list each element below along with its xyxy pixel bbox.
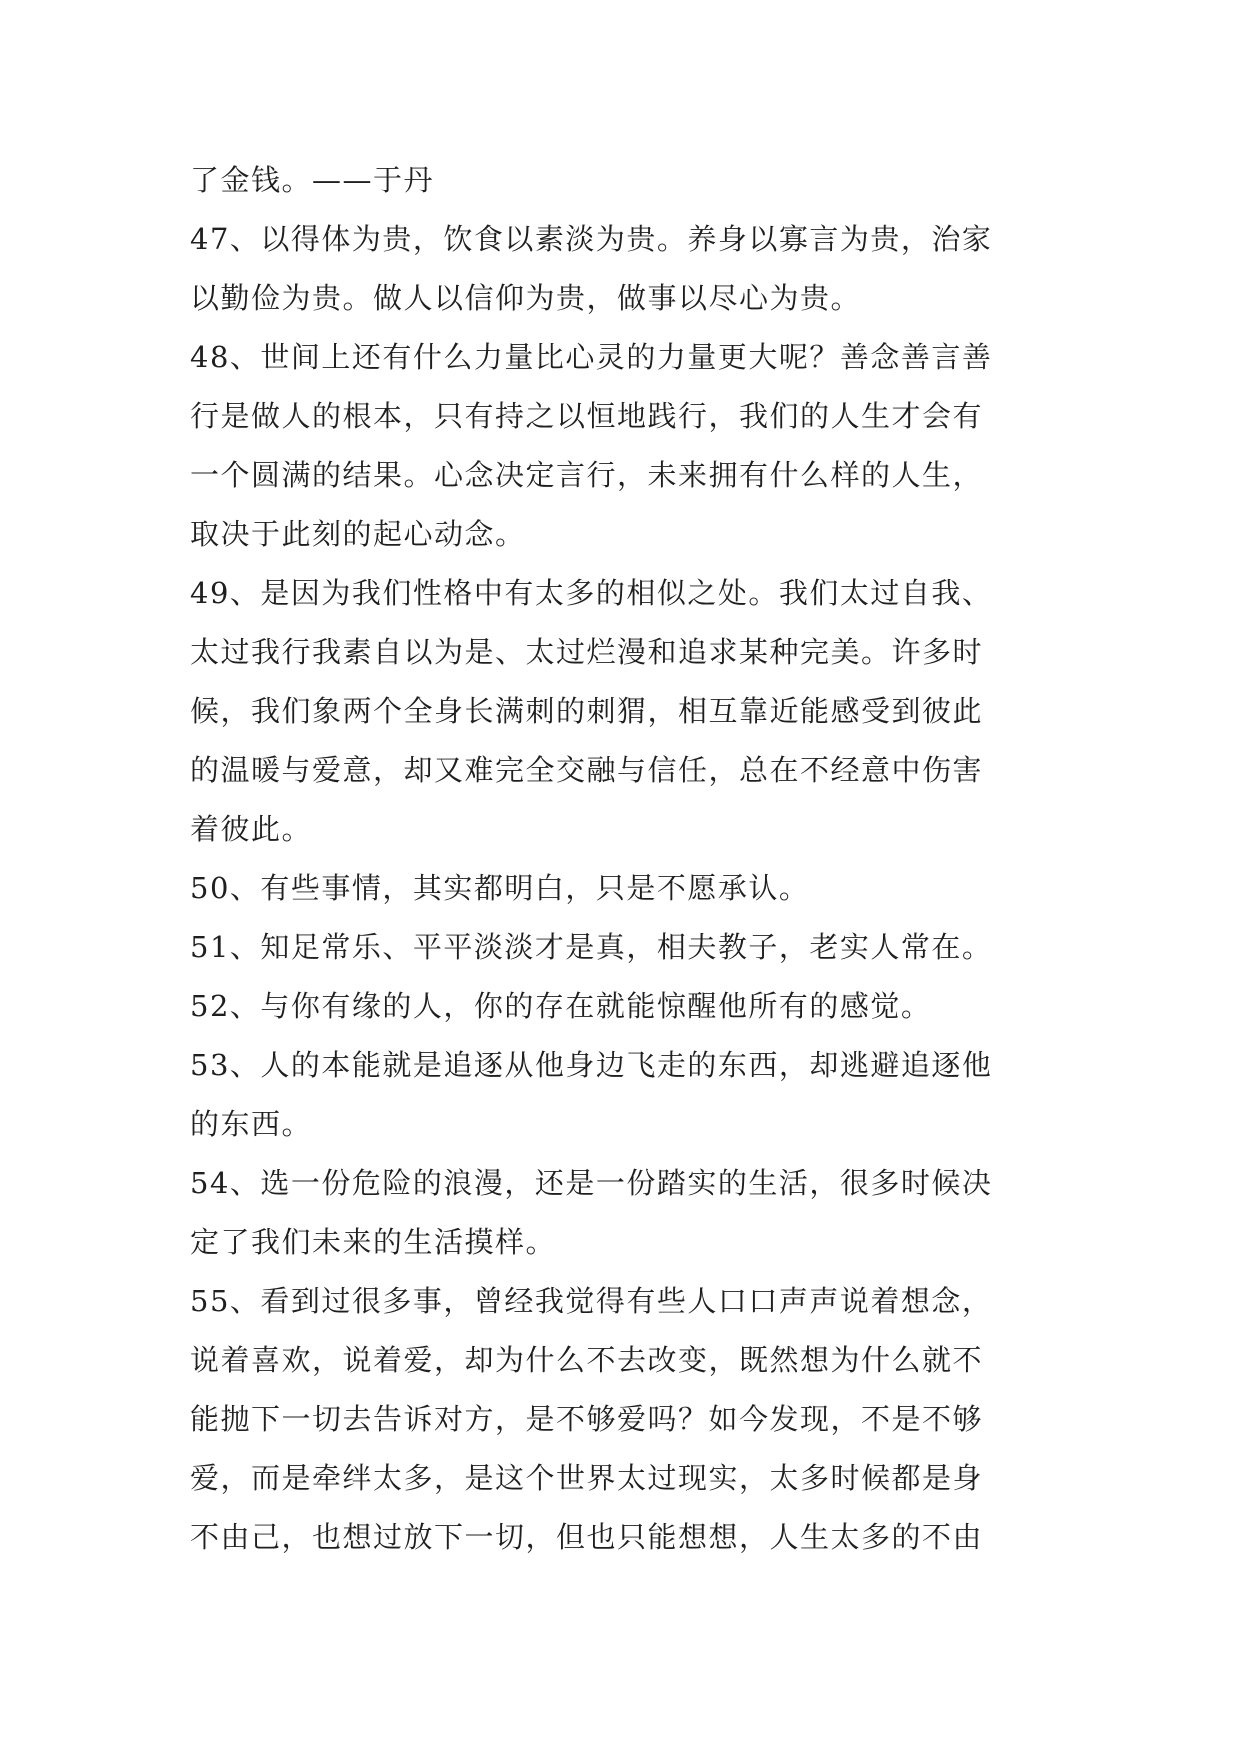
text-line: 候，我们象两个全身长满刺的刺猬，相互靠近能感受到彼此 bbox=[190, 694, 984, 728]
text-line: 行是做人的根本，只有持之以恒地践行，我们的人生才会有 bbox=[190, 399, 984, 433]
text-line: 50、有些事情，其实都明白，只是不愿承认。 bbox=[190, 871, 810, 905]
document-body bbox=[190, 160, 1070, 1576]
text-line: 54、选一份危险的浪漫，还是一份踏实的生活，很多时候决 bbox=[190, 1166, 993, 1200]
text-line: 能抛下一切去告诉对方，是不够爱吗？如今发现，不是不够 bbox=[190, 1402, 984, 1436]
text-line: 不由己，也想过放下一切，但也只能想想，人生太多的不由 bbox=[190, 1520, 984, 1554]
text-line: 47、以得体为贵，饮食以素淡为贵。养身以寡言为贵，治家 bbox=[190, 222, 993, 256]
text-line: 51、知足常乐、平平淡淡才是真，相夫教子，老实人常在。 bbox=[190, 930, 993, 964]
text-line: 说着喜欢，说着爱，却为什么不去改变，既然想为什么就不 bbox=[190, 1343, 984, 1377]
text-line: 取决于此刻的起心动念。 bbox=[190, 517, 526, 551]
text-line: 了金钱。——于丹 bbox=[190, 163, 435, 197]
text-line: 一个圆满的结果。心念决定言行，未来拥有什么样的人生， bbox=[190, 458, 984, 492]
text-line: 的温暖与爱意，却又难完全交融与信任，总在不经意中伤害 bbox=[190, 753, 984, 787]
text-line: 着彼此。 bbox=[190, 812, 313, 846]
text-line: 太过我行我素自以为是、太过烂漫和追求某种完美。许多时 bbox=[190, 635, 984, 669]
text-line: 定了我们未来的生活摸样。 bbox=[190, 1225, 557, 1259]
text-line: 55、看到过很多事，曾经我觉得有些人口口声声说着想念， bbox=[190, 1284, 993, 1318]
text-line: 49、是因为我们性格中有太多的相似之处。我们太过自我、 bbox=[190, 576, 993, 610]
text-line: 53、人的本能就是追逐从他身边飞走的东西，却逃避追逐他 bbox=[190, 1048, 993, 1082]
text-line: 以勤俭为贵。做人以信仰为贵，做事以尽心为贵。 bbox=[190, 281, 862, 315]
text-line: 爱，而是牵绊太多，是这个世界太过现实，太多时候都是身 bbox=[190, 1461, 984, 1495]
text-line: 48、世间上还有什么力量比心灵的力量更大呢？善念善言善 bbox=[190, 340, 993, 374]
text-line: 52、与你有缘的人，你的存在就能惊醒他所有的感觉。 bbox=[190, 989, 932, 1023]
text-line: 的东西。 bbox=[190, 1107, 313, 1141]
